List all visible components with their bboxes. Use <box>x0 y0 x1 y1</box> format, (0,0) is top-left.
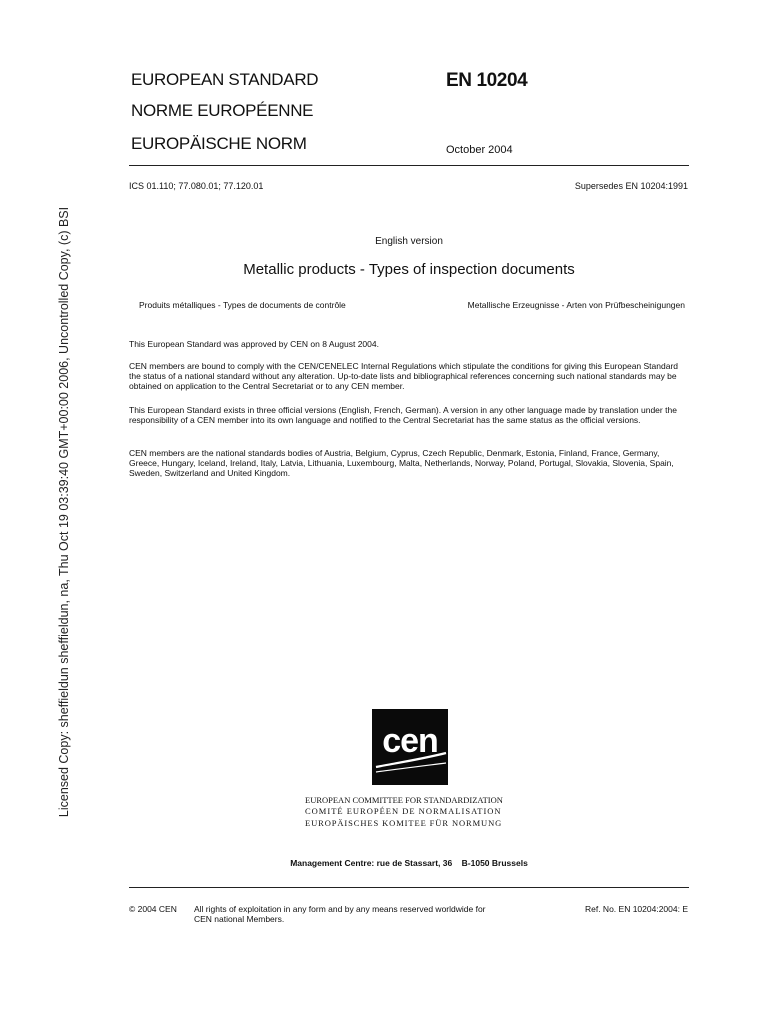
publication-date: October 2004 <box>446 144 513 156</box>
cen-name-german: EUROPÄISCHES KOMITEE FÜR NORMUNG <box>305 818 503 828</box>
cen-name-english: EUROPEAN COMMITTEE FOR STANDARDIZATION <box>305 795 503 805</box>
standard-number: EN 10204 <box>446 70 528 91</box>
language-version: English version <box>375 236 443 247</box>
management-centre-address: Management Centre: rue de Stassart, 36 B-1050 Brussels <box>290 858 528 868</box>
approval-paragraph: This European Standard was approved by CEN on 8 August 2004. <box>129 339 379 349</box>
cen-logo-icon <box>372 709 448 785</box>
licence-watermark-text: Licensed Copy: sheffieldun sheffieldun, na, Thu Oct 19 03:39:40 GMT+00:00 2006, Uncontrolled Copy, (c) BSI <box>57 206 71 818</box>
title-norme-europeenne: NORME EUROPÉENNE <box>131 101 314 120</box>
title-german: Metallische Erzeugnisse - Arten von Prüfbescheinigungen <box>467 300 685 310</box>
header-divider <box>129 165 689 166</box>
title-europaische-norm: EUROPÄISCHE NORM <box>131 134 307 153</box>
members-paragraph: CEN members are the national standards bodies of Austria, Belgium, Cyprus, Czech Republic, Denmark, Estonia, Finland, France, Germany, Greece, Hungary, Iceland, Ireland, Italy, Latvia, Lithuania, Luxembourg, Malta, Netherlands, Norway, Poland, Portugal, Slovakia, Slovenia, Spain, Sweden, Switzerland and United Kingdom. <box>129 448 674 478</box>
reference-number: Ref. No. EN 10204:2004: E <box>584 904 688 914</box>
versions-paragraph: This European Standard exists in three official versions (English, French, German). A version in any other language made by translation under the responsibility of a CEN member into its own language and notified to the Central Secretariat has the same status as the official versions. <box>129 405 677 425</box>
footer-divider <box>129 887 689 888</box>
title-french: Produits métalliques - Types de documents de contrôle <box>139 300 346 310</box>
copyright-notice: © 2004 CEN <box>129 904 177 914</box>
compliance-paragraph: CEN members are bound to comply with the CEN/CENELEC Internal Regulations which stipulate the conditions for giving this European Standard the status of a national standard without any alteration. Up-to-date lists and bibliographical references concerning such national standards may be obtained on application to the Central Secretariat or to any CEN member. <box>129 361 679 391</box>
ics-codes: ICS 01.110; 77.080.01; 77.120.01 <box>129 181 264 191</box>
cen-logo-text: cen <box>382 722 438 760</box>
title-european-standard: EUROPEAN STANDARD <box>131 70 319 89</box>
supersedes-note: Supersedes EN 10204:1991 <box>574 181 688 191</box>
document-title: Metallic products - Types of inspection documents <box>243 261 575 278</box>
rights-statement: All rights of exploitation in any form and by any means reserved worldwide for CEN national Members. <box>194 904 486 924</box>
cen-name-french: COMITÉ EUROPÉEN DE NORMALISATION <box>305 806 502 816</box>
